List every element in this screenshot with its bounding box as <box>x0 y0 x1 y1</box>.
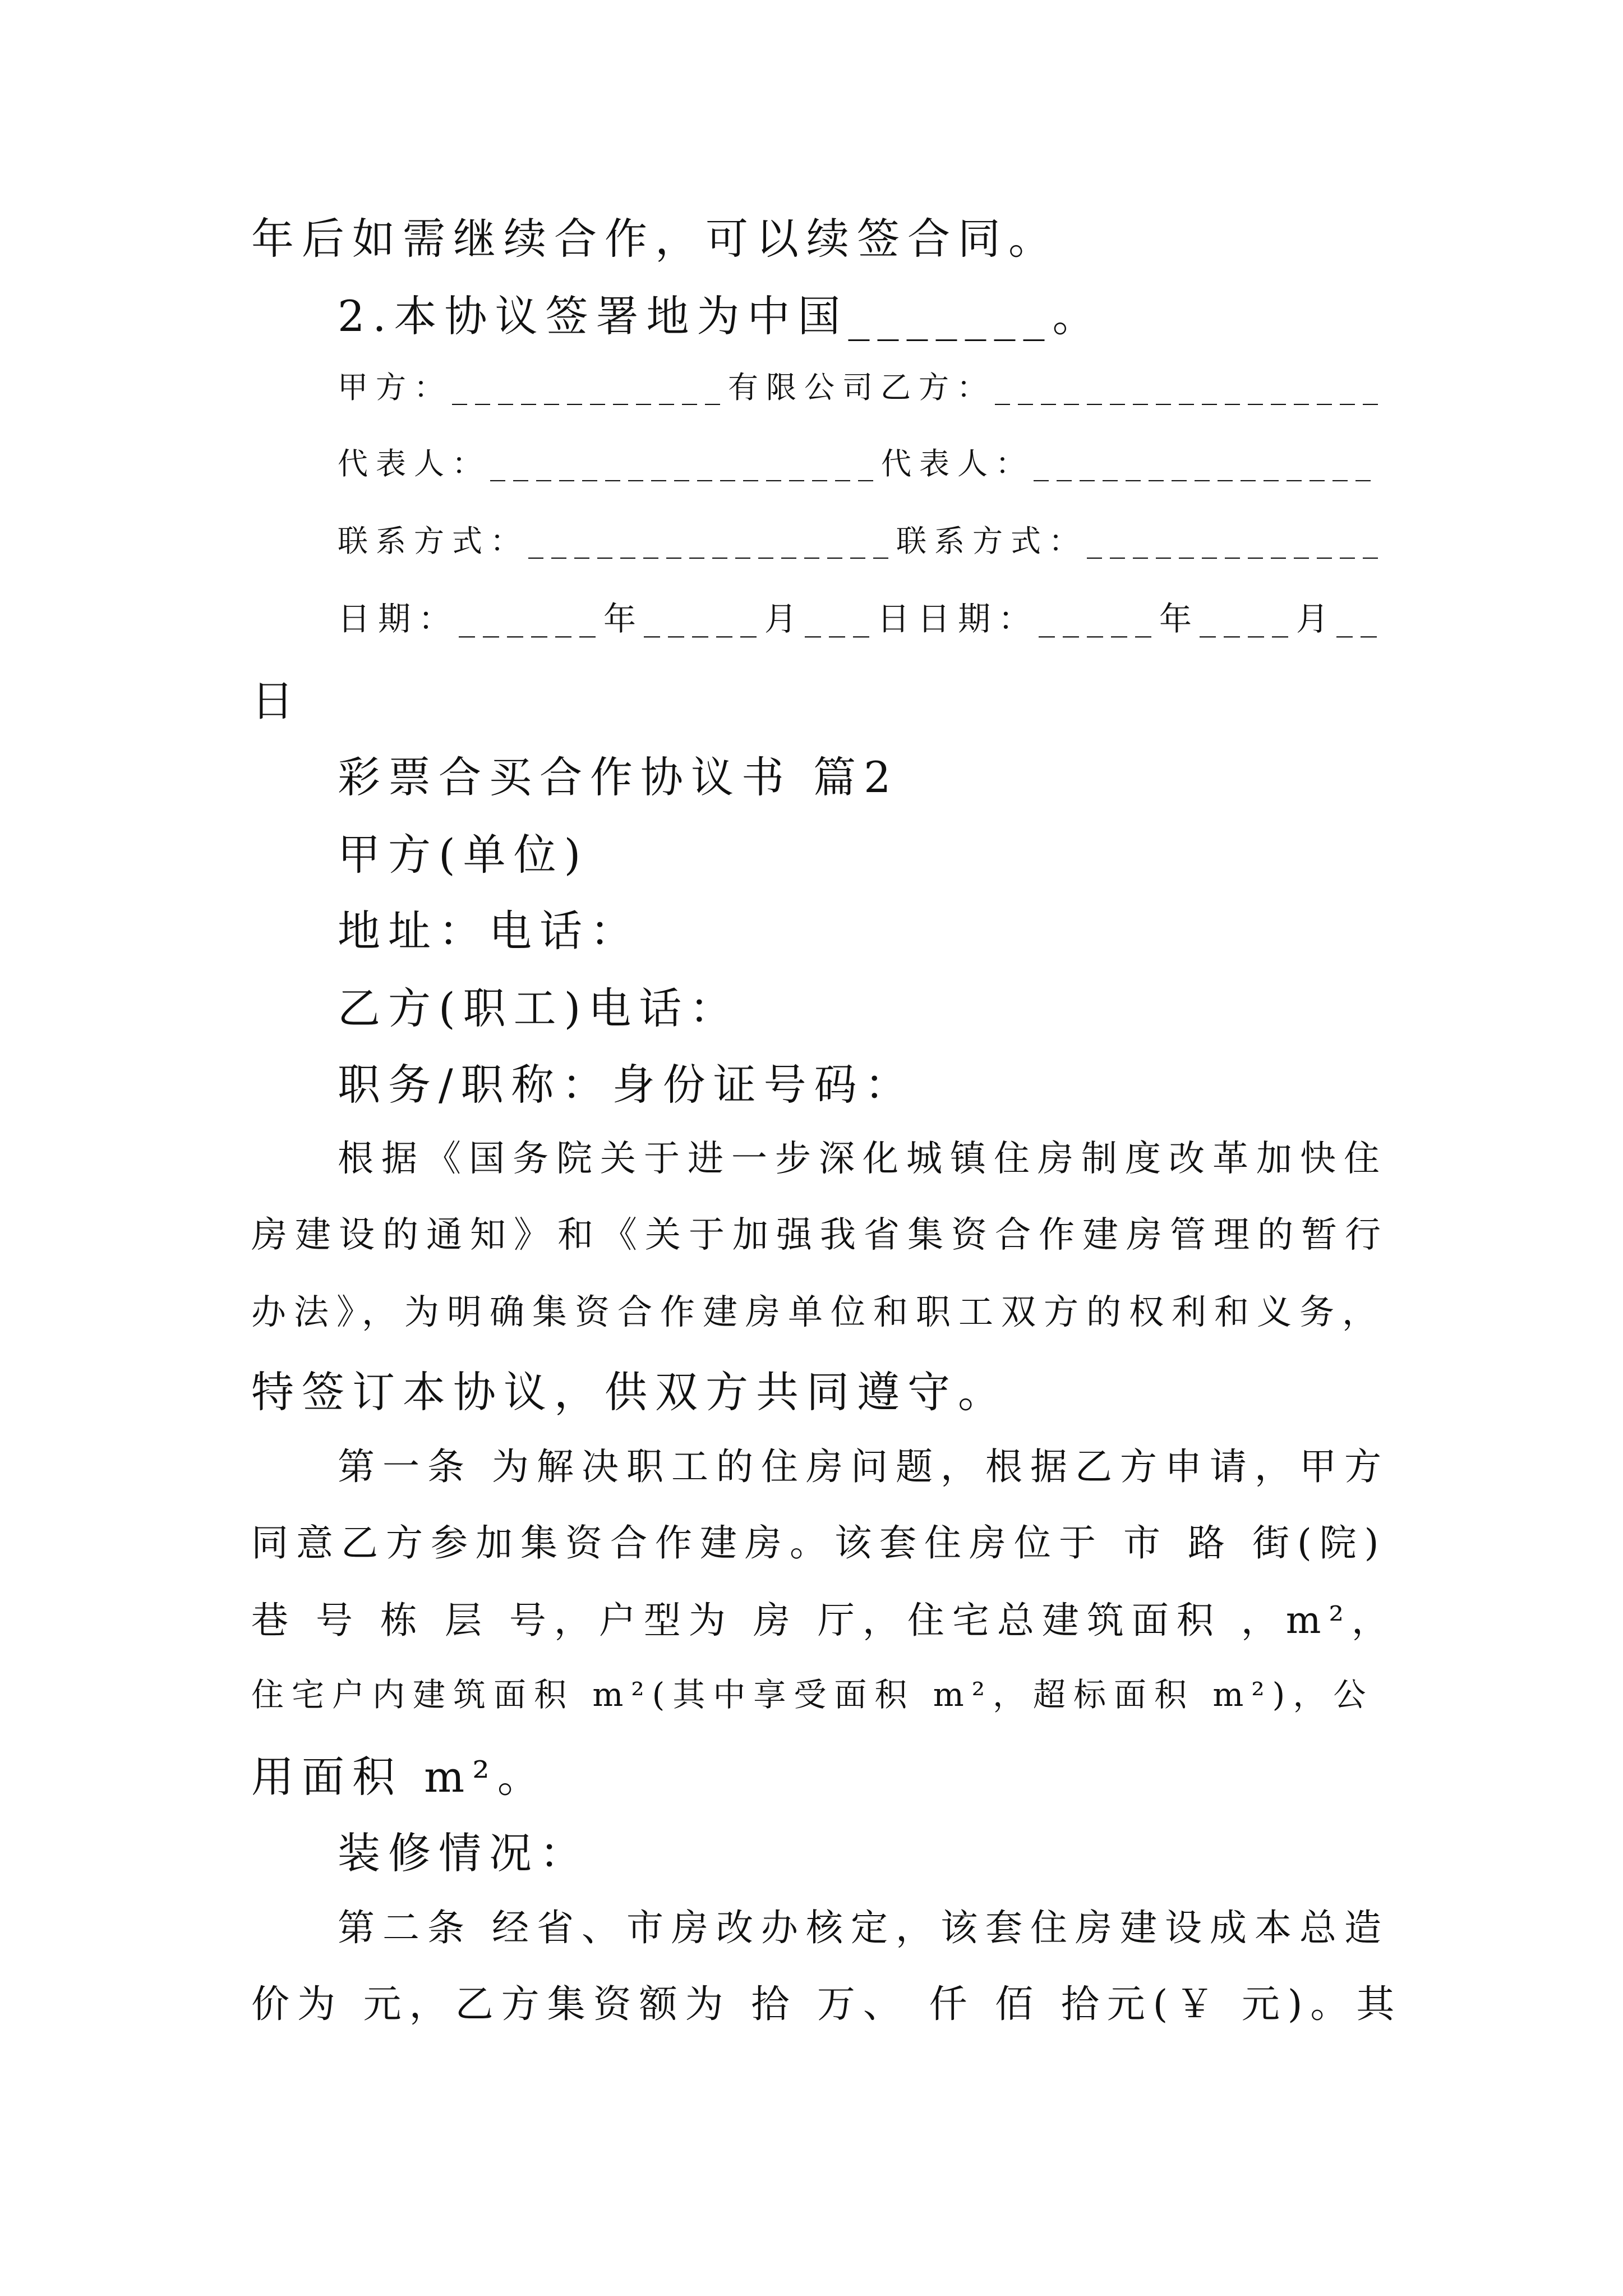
text-line: 年后如需继续合作，可以续签合同。 <box>251 214 1059 264</box>
text-line: 代表人：_________________代表人：_______________ <box>338 446 1378 481</box>
text-line: 装修情况： <box>338 1828 590 1878</box>
text-line: 职务/职称：身份证号码： <box>338 1060 915 1110</box>
text-line: 价为 元，乙方集资额为 拾 万、 仟 佰 拾元(￥ 元)。其 <box>251 1982 1403 2027</box>
text-line: 房建设的通知》和《关于加强我省集资合作建房管理的暂行 <box>251 1214 1389 1256</box>
text-line: 甲方：____________有限公司乙方：_________________ <box>338 370 1386 405</box>
text-line: 巷 号 栋 层 号，户型为 房 厅，住宅总建筑面积 ，m²， <box>251 1599 1396 1642</box>
text-line: 地址：电话： <box>338 906 640 956</box>
text-line: 第一条 为解决职工的住房问题，根据乙方申请，甲方 <box>338 1445 1389 1488</box>
text-line: 用面积 m²。 <box>251 1752 548 1802</box>
text-line: 乙方(职工)电话： <box>338 983 740 1033</box>
text-line: 联系方式：________________联系方式：_____________ <box>338 523 1386 559</box>
text-line: 第二条 经省、市房改办核定，该套住房建设成本总造 <box>338 1906 1389 1949</box>
text-line: 住宅户内建筑面积 m²(其中享受面积 m²，超标面积 m²)，公 <box>251 1676 1374 1714</box>
text-line: 同意乙方参加集资合作建房。该套住房位于 市 路 街(院) <box>251 1521 1387 1565</box>
text-line: 甲方(单位) <box>338 830 589 880</box>
text-line: 日 <box>251 676 302 726</box>
text-line: 日期：______年_____月___日日期：_____年____月__ <box>338 600 1385 638</box>
text-line: 2.本协议签署地为中国_______。 <box>338 291 1103 341</box>
text-line: 特签订本协议，供双方共同遵守。 <box>251 1367 1008 1417</box>
text-line: 根据《国务院关于进一步深化城镇住房制度改革加快住 <box>338 1138 1387 1180</box>
section-title: 彩票合买合作协议书 篇2 <box>338 752 899 802</box>
text-line: 办法》，为明确集资合作建房单位和职工双方的权利和义务， <box>251 1291 1385 1332</box>
